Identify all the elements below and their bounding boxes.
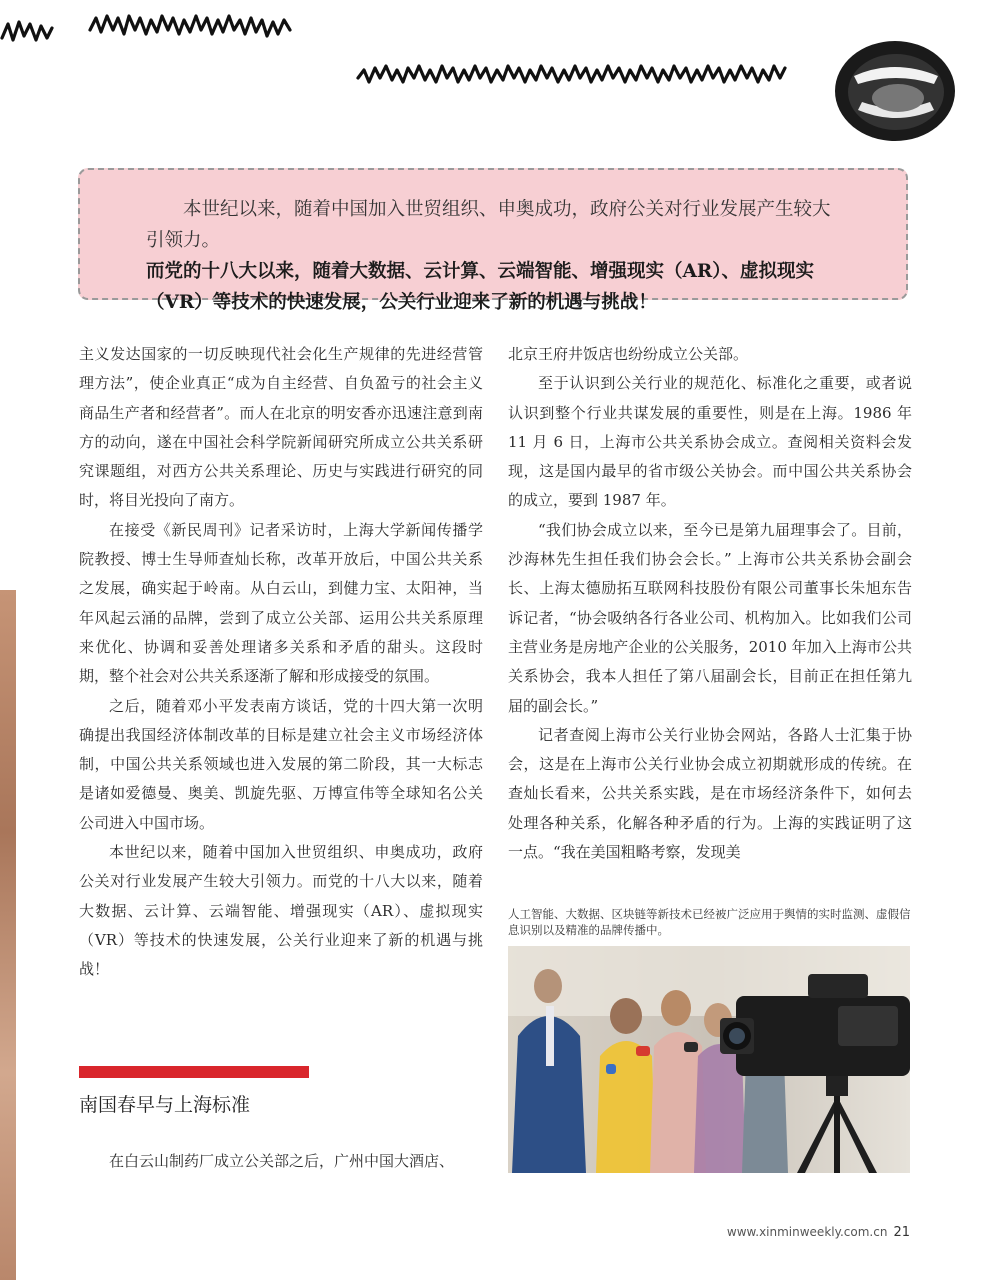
right-column [508,340,912,867]
press-conference-photo [508,946,910,1173]
footer-url: www.xinminweekly.com.cn [726,1225,888,1239]
page-footer [727,1225,910,1240]
pull-quote-box [78,168,908,313]
page-number: 21 [893,1225,910,1240]
paragraph: 本世纪以来，随着中国加入世贸组织、申奥成功，政府公关对行业发展产生较大引领力。而党的十八大以来，随着大数据、云计算、云端智能、增强现实（AR）、虚拟现实（VR）等技术的快速发展，公关行业迎来了新的机遇与挑战！ [79,843,483,979]
photo-caption: 人工智能、大数据、区块链等新技术已经被广泛应用于舆情的实时监测、虚假信息识别以及精准的品牌传播中。 [508,907,911,937]
pull-quote-lead: 本世纪以来，随着中国加入世贸组织、申奥成功，政府公关对行业发展产生较大引领力。 [146,199,831,251]
paragraph: 北京王府井饭店也纷纷成立公关部。 [508,345,749,363]
paragraph: “我们协会成立以来，至今已是第九届理事会了。目前，沙海林先生担任我们协会会长。” 上海市公共关系协会副会长、上海太德励拓互联网科技股份有限公司董事长朱旭东告诉记者，“协会吸纳各行各业公司、机构加入。比如我们公司主营业务是房地产企业的公关服务，2010 年加入上海市公共关系协会，我本人担任了第八届副会长，目前正在担任第九届的副会长。” [508,520,912,715]
paragraph: 之后，随着邓小平发表南方谈话，党的十四大第一次明确提出我国经济体制改革的目标是建立社会主义市场经济体制，中国公共关系领域也进入发展的第二阶段，其一大标志是诸如爱德曼、奥美、凯旋先驱、万博宣伟等全球知名公关公司进入中国市场。 [79,696,483,832]
paragraph: 至于认识到公关行业的规范化、标准化之重要，或者说认识到整个行业共谋发展的重要性，则是在上海。1986 年 11 月 6 日，上海市公共关系协会成立。查阅相关资料会发现，这是国内最早的省市级公关协会。而中国公共关系协会的成立，要到 1987 年。 [508,374,912,510]
section-first-paragraph: 在白云山制药厂成立公关部之后，广州中国大酒店、 [109,1152,455,1170]
left-column [79,340,483,985]
section-heading: 南国春早与上海标准 [79,1094,251,1116]
scribble-line-middle [356,60,826,120]
photo-edge-strip [0,590,16,1280]
section-divider-bar [79,1066,309,1078]
scribble-line-top [0,0,340,60]
shouting-mouth-illustration [832,36,958,146]
pull-quote-bold: 而党的十八大以来，随着大数据、云计算、云端智能、增强现实（AR）、虚拟现实（VR）等技术的快速发展，公关行业迎来了新的机遇与挑战！ [146,261,814,313]
paragraph: 记者查阅上海市公关行业协会网站，各路人士汇集于协会，这是在上海市公关行业协会成立初期就形成的传统。在查灿长看来，公共关系实践，是在市场经济条件下，如何去处理各种关系，化解各种矛盾的行为。上海的实践证明了这一点。“我在美国粗略考察，发现美 [508,725,912,862]
paragraph: 主义发达国家的一切反映现代社会化生产规律的先进经营管理方法”，使企业真正“成为自主经营、自负盈亏的社会主义商品生产者和经营者”。而人在北京的明安香亦迅速注意到南方的动向，遂在中国社会科学院新闻研究所成立公共关系研究课题组，对西方公共关系理论、历史与实践进行研究的同时，将目光投向了南方。 [79,345,483,510]
paragraph: 在接受《新民周刊》记者采访时，上海大学新闻传播学院教授、博士生导师查灿长称，改革开放后，中国公共关系之发展，确实起于岭南。从白云山，到健力宝、太阳神，当年风起云涌的品牌，尝到了成立公关部、运用公共关系原理来优化、协调和妥善处理诸多关系和矛盾的甜头。这段时期，整个社会对公共关系逐渐了解和形成接受的氛围。 [79,520,483,686]
